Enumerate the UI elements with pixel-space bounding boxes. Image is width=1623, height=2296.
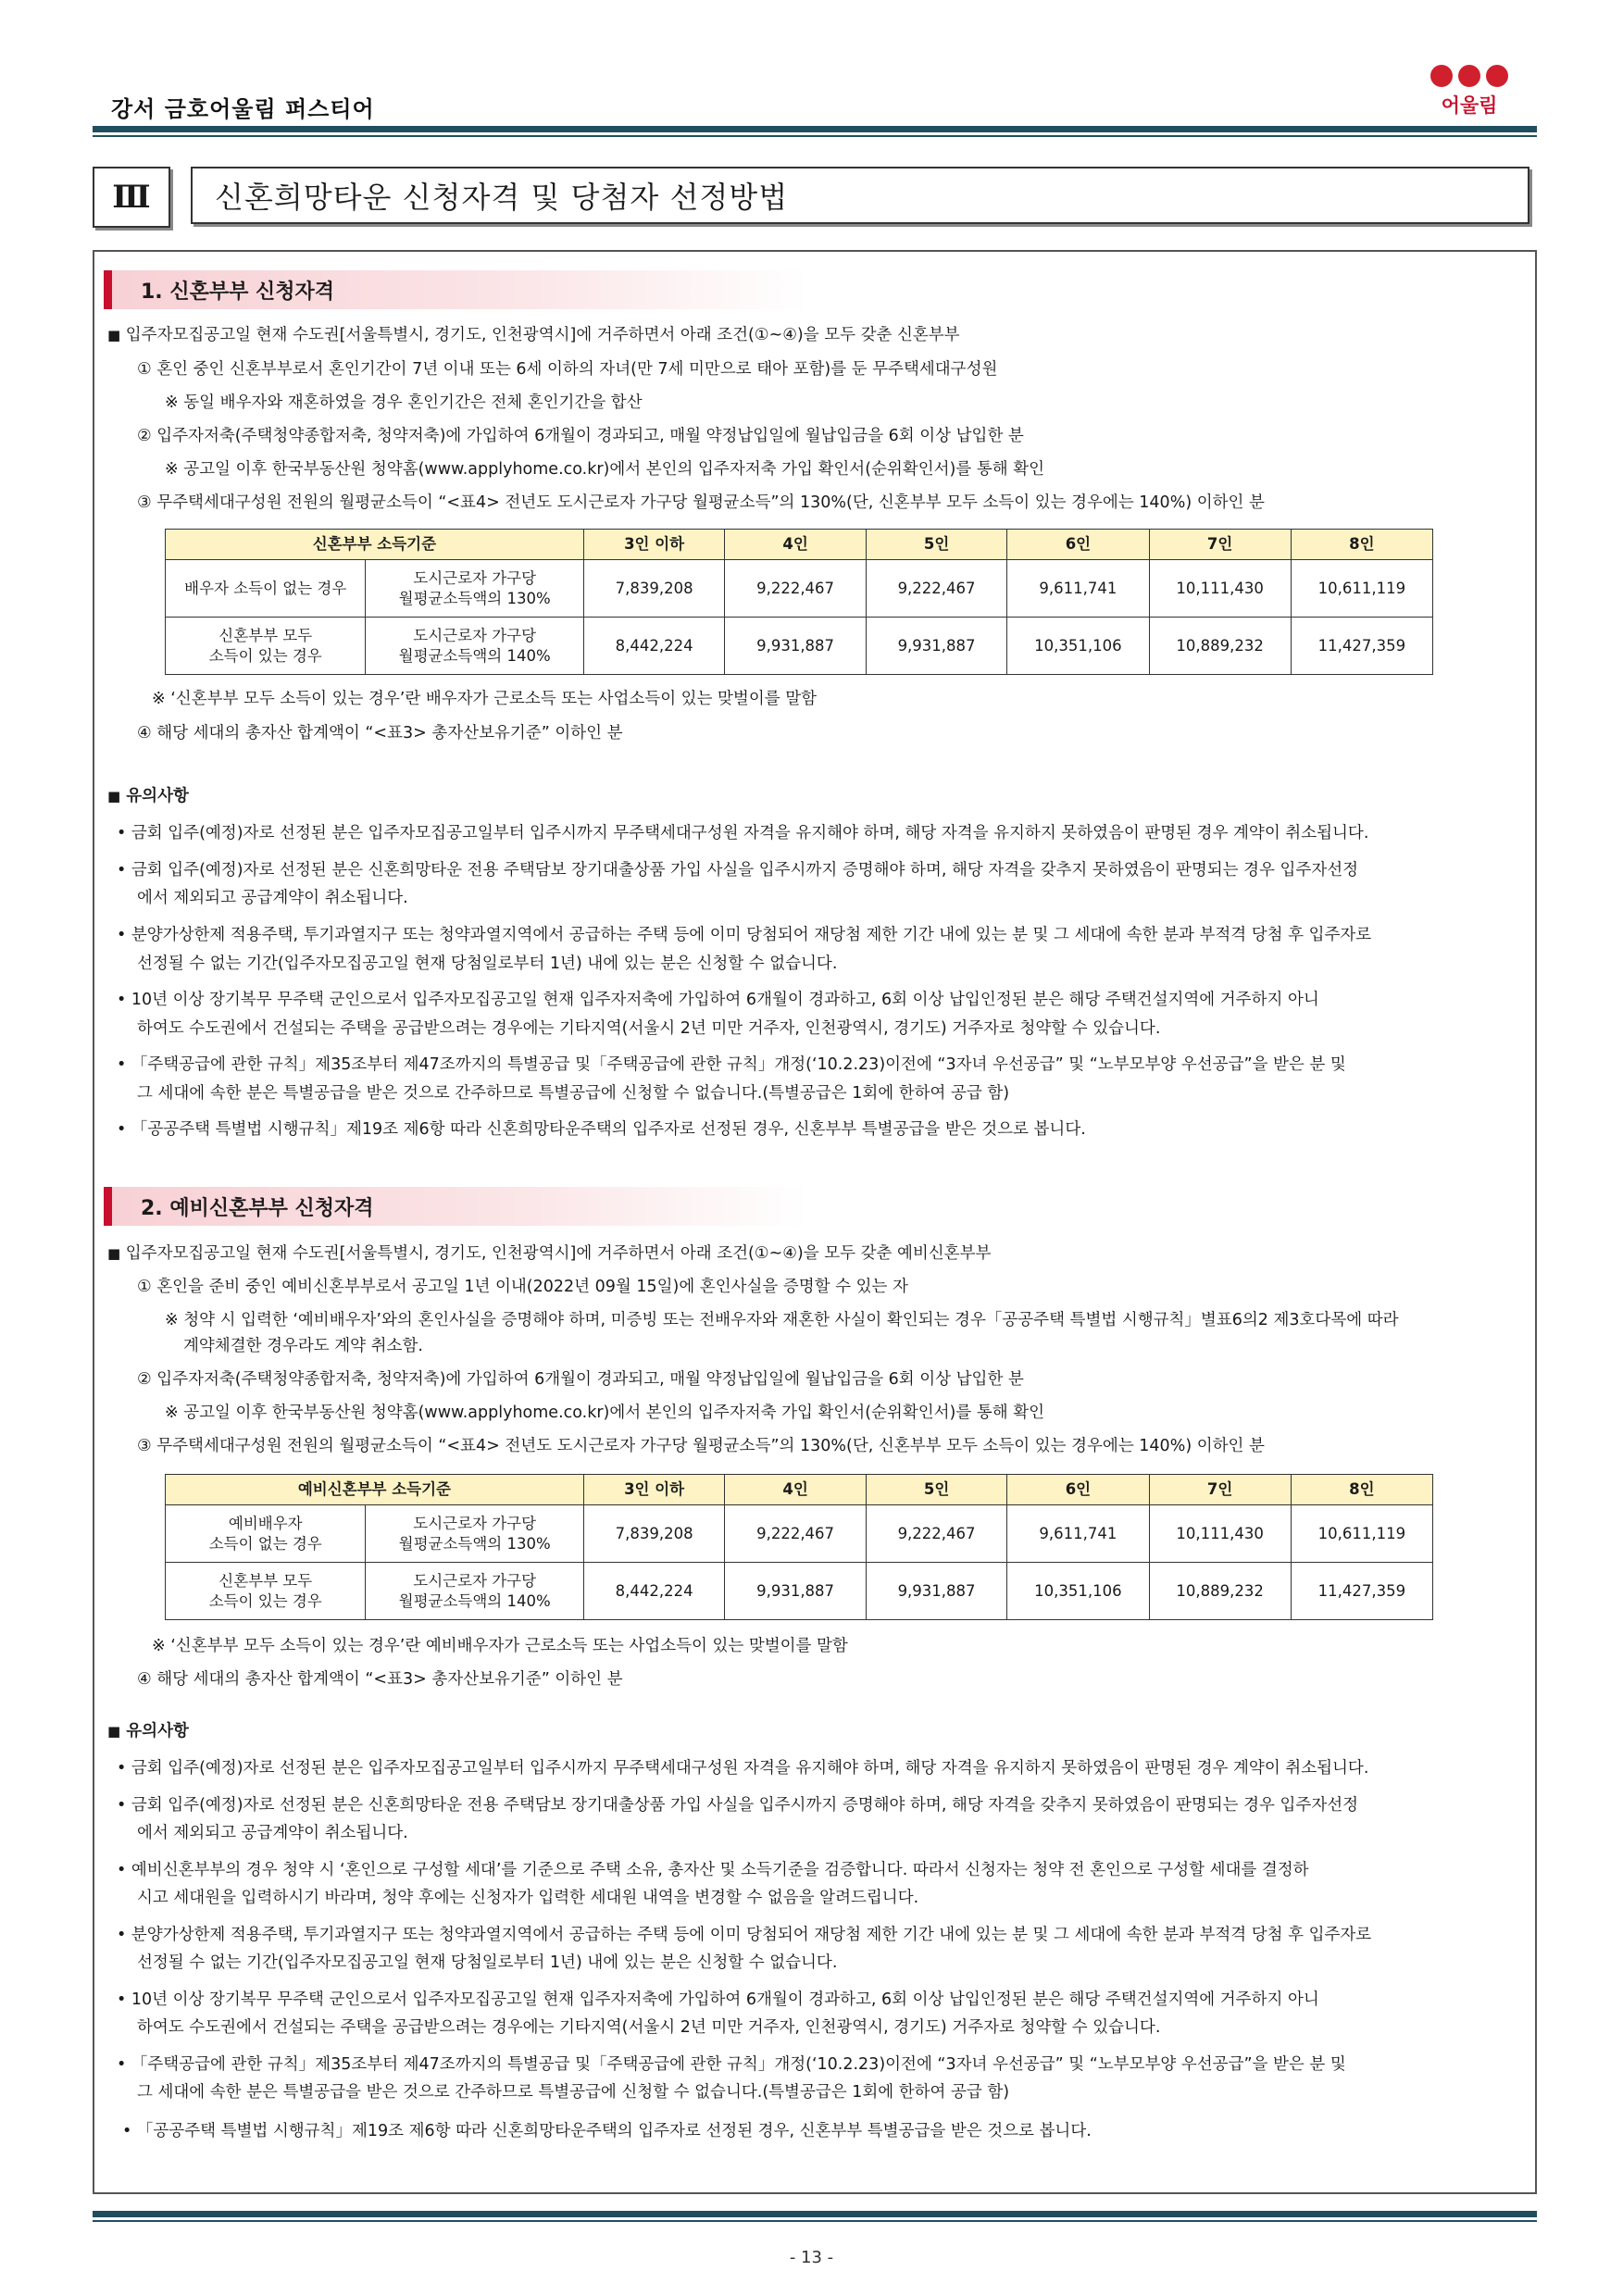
sec1-intro: ■ 입주자모집공고일 현재 수도권[서울특별시, 경기도, 인천광역시]에 거주하면서 아래 조건(①~④)을 모두 갖춘 신혼부부 (107, 326, 960, 344)
table-header-cell: 신혼부부 소득기준 (166, 530, 584, 560)
table-cell: 도시근로자 가구당 월평균소득액의 140% (366, 1563, 583, 1620)
sec1-bullet-5: • 「주택공급에 관한 규칙」제35조부터 제47조까지의 특별공급 및「주택공급에 관한 규칙」개정(‘10.2.23)이전에 “3자녀 우선공급” 및 “노부모부양 우선공급”을 받은 분 및 (117, 1055, 1346, 1074)
sec1-condition-1-note: ※ 동일 배우자와 재혼하였을 경우 혼인기간은 전체 혼인기간을 합산 (165, 393, 643, 412)
table-cell: 9,931,887 (725, 618, 866, 675)
sec2-condition-4: ④ 해당 세대의 총자산 합계액이 “<표3> 총자산보유기준” 이하인 분 (137, 1670, 623, 1689)
sec2-bullet-7: • 「공공주택 특별법 시행규칙」제19조 제6항 따라 신혼희망타운주택의 입주자로 선정된 경우, 신혼부부 특별공급을 받은 것으로 봅니다. (122, 2122, 1092, 2140)
table-cell: 9,931,887 (725, 1563, 866, 1620)
table-row (166, 560, 1433, 618)
table-header-cell: 8인 (1291, 530, 1432, 560)
table-cell: 10,351,106 (1007, 618, 1149, 675)
sec2-bullet-1: • 금회 입주(예정)자로 선정된 분은 입주자모집공고일부터 입주시까지 무주택세대구성원 자격을 유지해야 하며, 해당 자격을 유지하지 못하였음이 판명된 경우 계약이 취소됩니다. (117, 1759, 1369, 1778)
chapter-number: Ⅲ (93, 167, 170, 228)
header-divider (93, 126, 1537, 132)
table-cell: 9,931,887 (866, 618, 1006, 675)
table-cell: 10,611,119 (1291, 1505, 1432, 1563)
sec2-intro: ■ 입주자모집공고일 현재 수도권[서울특별시, 경기도, 인천광역시]에 거주하면서 아래 조건(①~④)을 모두 갖춘 예비신혼부부 (107, 1244, 992, 1263)
table-cell: 10,111,430 (1149, 1505, 1291, 1563)
sec1-condition-1: ① 혼인 중인 신혼부부로서 혼인기간이 7년 이내 또는 6세 이하의 자녀(만 7세 미만으로 태아 포함)를 둔 무주택세대구성원 (137, 360, 998, 379)
brand-logo (1428, 65, 1511, 126)
table-cell: 8,442,224 (583, 618, 724, 675)
sec2-bullet-6-cont: 그 세대에 속한 분은 특별공급을 받은 것으로 간주하므로 특별공급에 신청할 수 없습니다.(특별공급은 1회에 한하여 공급 함) (137, 2083, 1010, 2102)
table-row (166, 1563, 1433, 1620)
table-cell: 10,889,232 (1149, 618, 1291, 675)
table-header-cell: 5인 (866, 530, 1006, 560)
footer-divider (93, 2211, 1537, 2217)
table-cell: 9,931,887 (866, 1563, 1006, 1620)
table-cell: 10,611,119 (1291, 560, 1432, 618)
sec1-bullet-1: • 금회 입주(예정)자로 선정된 분은 입주자모집공고일부터 입주시까지 무주택세대구성원 자격을 유지해야 하며, 해당 자격을 유지하지 못하였음이 판명된 경우 계약이 취소됩니다. (117, 824, 1369, 842)
sec1-bullet-5-cont: 그 세대에 속한 분은 특별공급을 받은 것으로 간주하므로 특별공급에 신청할 수 없습니다.(특별공급은 1회에 한하여 공급 함) (137, 1084, 1010, 1103)
document-title: 강서 금호어울림 퍼스티어 (111, 96, 375, 122)
sec2-condition-3: ③ 무주택세대구성원 전원의 월평균소득이 “<표4> 전년도 도시근로자 가구당 월평균소득”의 130%(단, 신혼부부 모두 소득이 있는 경우에는 140%) 이하인 분 (137, 1437, 1265, 1455)
table-header-cell: 3인 이하 (583, 530, 724, 560)
table-cell: 신혼부부 모두 소득이 있는 경우 (166, 1563, 366, 1620)
sec2-condition-1-note: ※ 청약 시 입력한 ‘예비배우자’와의 혼인사실을 증명해야 하며, 미증빙 또는 전배우자와 재혼한 사실이 확인되는 경우「공공주택 특별법 시행규칙」별표6의2 제3호다목에 따라 (165, 1311, 1399, 1329)
sec1-condition-3: ③ 무주택세대구성원 전원의 월평균소득이 “<표4> 전년도 도시근로자 가구당 월평균소득”의 130%(단, 신혼부부 모두 소득이 있는 경우에는 140%) 이하인 분 (137, 493, 1265, 512)
sec2-bullet-4-cont: 선정될 수 없는 기간(입주자모집공고일 현재 당첨일로부터 1년) 내에 있는 분은 신청할 수 없습니다. (137, 1953, 838, 1972)
table-header-cell: 4인 (725, 1475, 866, 1505)
table-cell: 10,111,430 (1149, 560, 1291, 618)
table-cell: 9,222,467 (866, 560, 1006, 618)
page-header (93, 85, 1537, 131)
table-cell: 11,427,359 (1291, 1563, 1432, 1620)
table-cell: 신혼부부 모두 소득이 있는 경우 (166, 618, 366, 675)
table-header-cell: 7인 (1149, 1475, 1291, 1505)
table-cell: 예비배우자 소득이 없는 경우 (166, 1505, 366, 1563)
sec1-bullet-2: • 금회 입주(예정)자로 선정된 분은 신혼희망타운 전용 주택담보 장기대출상품 가입 사실을 입주시까지 증명해야 하며, 해당 자격을 갖추지 못하였음이 판명되는 경우 입주자선정 (117, 861, 1359, 880)
table-cell: 9,611,741 (1007, 560, 1149, 618)
table-cell: 7,839,208 (583, 560, 724, 618)
table-cell: 8,442,224 (583, 1563, 724, 1620)
sec2-bullet-5: • 10년 이상 장기복무 무주택 군인으로서 입주자모집공고일 현재 입주자저축에 가입하여 6개월이 경과하고, 6회 이상 납입인정된 분은 해당 주택건설지역에 거주하지 아니 (117, 1990, 1319, 2009)
table-row (166, 1505, 1433, 1563)
sec2-bullet-4: • 분양가상한제 적용주택, 투기과열지구 또는 청약과열지역에서 공급하는 주택 등에 이미 당첨되어 재당첨 제한 기간 내에 있는 분 및 그 세대에 속한 분과 부적격 당첨 후 입주자로 (117, 1926, 1372, 1944)
table-cell: 도시근로자 가구당 월평균소득액의 140% (366, 618, 583, 675)
sec2-bullet-5-cont: 하여도 수도권에서 건설되는 주택을 공급받으려는 경우에는 기타지역(서울시 2년 미만 거주자, 인천광역시, 경기도) 거주자로 청약할 수 있습니다. (137, 2018, 1161, 2037)
sec2-condition-1-note-cont: 계약체결한 경우라도 계약 취소함. (183, 1337, 423, 1355)
table-cell: 도시근로자 가구당 월평균소득액의 130% (366, 560, 583, 618)
sec1-bullet-3-cont: 선정될 수 없는 기간(입주자모집공고일 현재 당첨일로부터 1년) 내에 있는 분은 신청할 수 없습니다. (137, 955, 838, 973)
sec1-bullet-6: • 「공공주택 특별법 시행규칙」제19조 제6항 따라 신혼희망타운주택의 입주자로 선정된 경우, 신혼부부 특별공급을 받은 것으로 봅니다. (117, 1120, 1086, 1139)
table-row (166, 618, 1433, 675)
sec1-condition-4: ④ 해당 세대의 총자산 합계액이 “<표3> 총자산보유기준” 이하인 분 (137, 724, 623, 742)
section-1-heading (104, 270, 807, 309)
sec1-bullet-4: • 10년 이상 장기복무 무주택 군인으로서 입주자모집공고일 현재 입주자저축에 가입하여 6개월이 경과하고, 6회 이상 납입인정된 분은 해당 주택건설지역에 거주하지 아니 (117, 991, 1319, 1009)
sec2-bullet-3-cont: 시고 세대원을 입력하시기 바라며, 청약 후에는 신청자가 입력한 세대원 내역을 변경할 수 없음을 알려드립니다. (137, 1889, 919, 1907)
table-header-cell: 5인 (866, 1475, 1006, 1505)
table-cell: 9,222,467 (725, 1505, 866, 1563)
sec2-table-note: ※ ‘신혼부부 모두 소득이 있는 경우’란 예비배우자가 근로소득 또는 사업소득이 있는 맞벌이를 말함 (152, 1637, 848, 1655)
table-header-cell: 6인 (1007, 1475, 1149, 1505)
table-cell: 10,351,106 (1007, 1563, 1149, 1620)
sec1-condition-2: ② 입주자저축(주택청약종합저축, 청약저축)에 가입하여 6개월이 경과되고, 매월 약정납입일에 월납입금을 6회 이상 납입한 분 (137, 427, 1024, 445)
table-cell: 7,839,208 (583, 1505, 724, 1563)
sec2-condition-1: ① 혼인을 준비 중인 예비신혼부부로서 공고일 1년 이내(2022년 09월 15일)에 혼인사실을 증명할 수 있는 자 (137, 1278, 908, 1296)
sec1-income-table (165, 529, 1433, 675)
sec1-bullet-3: • 분양가상한제 적용주택, 투기과열지구 또는 청약과열지역에서 공급하는 주택 등에 이미 당첨되어 재당첨 제한 기간 내에 있는 분 및 그 세대에 속한 분과 부적격 당첨 후 입주자로 (117, 926, 1372, 944)
sec2-condition-2-note: ※ 공고일 이후 한국부동산원 청약홈(www.applyhome.co.kr)에서 본인의 입주자저축 가입 확인서(순위확인서)를 통해 확인 (165, 1404, 1045, 1422)
sec2-bullet-2-cont: 에서 제외되고 공급계약이 취소됩니다. (137, 1824, 408, 1842)
header-divider-thin (93, 135, 1537, 137)
table-header-cell: 3인 이하 (583, 1475, 724, 1505)
sec2-notice-title: ■ 유의사항 (107, 1722, 189, 1741)
sec1-table-note: ※ ‘신혼부부 모두 소득이 있는 경우’란 배우자가 근로소득 또는 사업소득이 있는 맞벌이를 말함 (152, 690, 818, 708)
sec1-bullet-2-cont: 에서 제외되고 공급계약이 취소됩니다. (137, 889, 408, 907)
footer-divider-thin (93, 2220, 1537, 2222)
table-header-cell: 예비신혼부부 소득기준 (166, 1475, 584, 1505)
sec1-notice-title: ■ 유의사항 (107, 787, 189, 805)
chapter-title: 신혼희망타운 신청자격 및 당첨자 선정방법 (191, 167, 1529, 224)
sec2-income-table (165, 1474, 1433, 1620)
table-cell: 11,427,359 (1291, 618, 1432, 675)
sec2-condition-2: ② 입주자저축(주택청약종합저축, 청약저축)에 가입하여 6개월이 경과되고, 매월 약정납입일에 월납입금을 6회 이상 납입한 분 (137, 1370, 1024, 1389)
sec2-bullet-6: • 「주택공급에 관한 규칙」제35조부터 제47조까지의 특별공급 및「주택공급에 관한 규칙」개정(‘10.2.23)이전에 “3자녀 우선공급” 및 “노부모부양 우선공급”을 받은 분 및 (117, 2055, 1346, 2074)
logo-text: 어울림 (1441, 94, 1498, 117)
section-2-heading (104, 1187, 807, 1226)
section-heading-text: 1. 신혼부부 신청자격 (141, 281, 334, 304)
section-heading-text: 2. 예비신혼부부 신청자격 (141, 1197, 374, 1220)
table-cell: 9,611,741 (1007, 1505, 1149, 1563)
table-header-cell: 7인 (1149, 530, 1291, 560)
table-cell: 9,222,467 (725, 560, 866, 618)
table-header-cell: 6인 (1007, 530, 1149, 560)
sec2-bullet-2: • 금회 입주(예정)자로 선정된 분은 신혼희망타운 전용 주택담보 장기대출상품 가입 사실을 입주시까지 증명해야 하며, 해당 자격을 갖추지 못하였음이 판명되는 경우 입주자선정 (117, 1796, 1359, 1815)
sec1-condition-2-note: ※ 공고일 이후 한국부동산원 청약홈(www.applyhome.co.kr)에서 본인의 입주자저축 가입 확인서(순위확인서)를 통해 확인 (165, 460, 1045, 479)
table-cell: 9,222,467 (866, 1505, 1006, 1563)
table-header-cell: 4인 (725, 530, 866, 560)
table-cell: 도시근로자 가구당 월평균소득액의 130% (366, 1505, 583, 1563)
table-cell: 배우자 소득이 없는 경우 (166, 560, 366, 618)
table-header-cell: 8인 (1291, 1475, 1432, 1505)
sec2-bullet-3: • 예비신혼부부의 경우 청약 시 ‘혼인으로 구성할 세대’를 기준으로 주택 소유, 총자산 및 소득기준을 검증합니다. 따라서 신청자는 청약 전 혼인으로 구성할 세대를 결정하 (117, 1861, 1309, 1879)
table-cell: 10,889,232 (1149, 1563, 1291, 1620)
page-number: - 13 - (789, 2248, 834, 2267)
sec1-bullet-4-cont: 하여도 수도권에서 건설되는 주택을 공급받으려는 경우에는 기타지역(서울시 2년 미만 거주자, 인천광역시, 경기도) 거주자로 청약할 수 있습니다. (137, 1019, 1161, 1038)
